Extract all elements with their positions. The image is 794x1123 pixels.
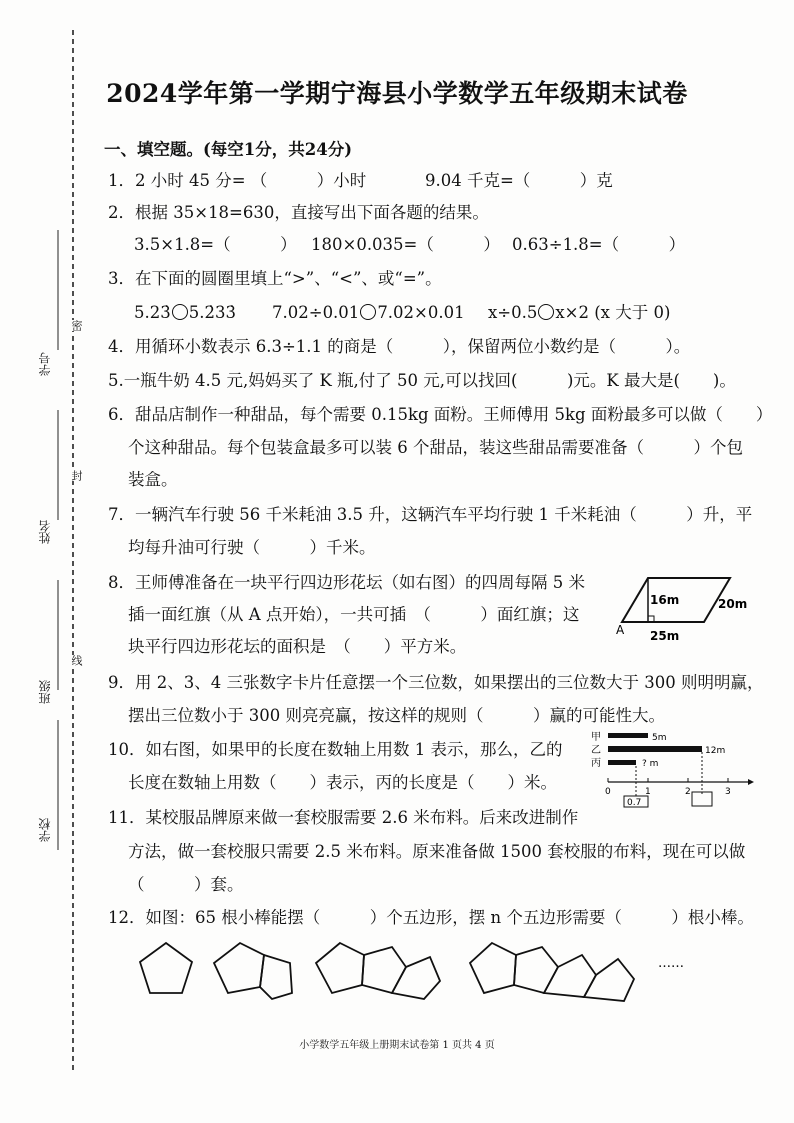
tick-label-2: 2 bbox=[685, 787, 691, 797]
q12: 12．如图：65 根小棒能摆（ ）个五边形，摆 n 个五边形需要（ ）根小棒。 bbox=[108, 908, 754, 927]
compare-circle-icon bbox=[538, 304, 554, 320]
q3-a-left: 5.23̇ bbox=[134, 303, 171, 322]
binding-line bbox=[66, 30, 80, 1070]
q12-pentagon-figures bbox=[130, 935, 700, 1010]
bar-jia bbox=[608, 733, 648, 738]
pentagon-group-3a bbox=[316, 943, 364, 993]
seal-char-feng: 封 bbox=[70, 470, 83, 481]
compare-circle-icon bbox=[172, 304, 188, 320]
q10-line-1: 10．如右图，如果甲的长度在数轴上用数 1 表示，那么，乙的 bbox=[108, 740, 563, 759]
q2-part-c: 0.63÷1.8=（ ） bbox=[512, 235, 686, 254]
q3-b-left: 7.02÷0.01 bbox=[272, 303, 360, 322]
margin-label-student-id: 学号 bbox=[38, 352, 52, 376]
q2-stem: 2．根据 35×18=630，直接写出下面各题的结果。 bbox=[108, 203, 489, 222]
q10-number-line-figure bbox=[588, 726, 758, 810]
answer-box-value: 0.7 bbox=[627, 798, 642, 808]
q3-b-right: 7.02×0.01 bbox=[377, 303, 465, 322]
q6-line-1: 6．甜品店制作一种甜品，每个需要 0.15kg 面粉。王师傅用 5kg 面粉最多可以做（ ） bbox=[108, 405, 773, 424]
pentagon-ellipsis: …… bbox=[658, 956, 684, 971]
bar-bing bbox=[608, 760, 636, 765]
label-jia: 甲 bbox=[591, 732, 601, 743]
pentagon-group-4d bbox=[584, 959, 634, 1001]
q1-part-b: 9.04 千克=（ ）克 bbox=[425, 171, 613, 190]
side-label: 20m bbox=[718, 597, 748, 611]
margin-label-school: 学校 bbox=[38, 818, 52, 842]
q11-line-2: 方法，做一套校服只需要 2.5 米布料。原来准备做 1500 套校服的布料，现在可以做 bbox=[128, 842, 746, 861]
seal-char-xian: 线 bbox=[70, 655, 83, 666]
height-label: 16m bbox=[650, 593, 680, 607]
q11-line-1: 11．某校服品牌原来做一套校服需要 2.6 米布料。后来改进制作 bbox=[108, 808, 579, 827]
answer-box-yi bbox=[692, 792, 712, 806]
q10-line-2: 长度在数轴上用数（ ）表示，丙的长度是（ ）米。 bbox=[128, 773, 557, 792]
pentagon-group-3c bbox=[392, 957, 440, 999]
pentagon-group-4a bbox=[470, 943, 516, 993]
q3-compare-c bbox=[488, 303, 670, 323]
margin-label-class: 班级 bbox=[38, 680, 52, 704]
seal-char-mi: 密 bbox=[70, 320, 83, 331]
base-label: 25m bbox=[650, 629, 680, 643]
q3-compare-a bbox=[134, 303, 236, 323]
q8-line-3: 块平行四边形花坛的面积是 （ ）平方米。 bbox=[128, 637, 467, 656]
pentagon-group-4b bbox=[514, 947, 558, 993]
tick-label-0: 0 bbox=[605, 787, 611, 797]
pentagon-group-2b bbox=[260, 955, 292, 999]
q7-line-1: 7．一辆汽车行驶 56 千米耗油 3.5 升，这辆汽车平均行驶 1 千米耗油（ ）升，平 bbox=[108, 505, 753, 524]
q3-c-right: x×2 (x 大于 0) bbox=[555, 303, 671, 322]
pentagon-group-2a bbox=[214, 943, 264, 993]
q6-line-3: 装盒。 bbox=[128, 470, 178, 489]
label-bing: 丙 bbox=[591, 758, 601, 769]
q3-a-right: 5.2̇33̇ bbox=[188, 303, 236, 322]
section-heading: 一、填空题。(每空1分，共24分) bbox=[104, 140, 353, 159]
margin-label-name: 姓名 bbox=[38, 520, 52, 544]
compare-circle-icon bbox=[360, 304, 376, 320]
label-bing-length: ? m bbox=[642, 759, 659, 769]
page-title: 2024学年第一学期宁海县小学数学五年级期末试卷 bbox=[106, 79, 688, 108]
q5: 5.一瓶牛奶 4.5 元,妈妈买了 K 瓶,付了 50 元,可以找回( )元。K 最大是( )。 bbox=[108, 371, 736, 390]
q2-part-b: 180×0.035=（ ） bbox=[311, 235, 500, 254]
q3-c-left: x÷0.5 bbox=[488, 303, 538, 322]
axis-arrow-icon bbox=[748, 779, 754, 785]
tick-label-3: 3 bbox=[725, 787, 731, 797]
tick-label-1: 1 bbox=[645, 787, 651, 797]
page-footer: 小学数学五年级上册期末试卷第 1 页共 4 页 bbox=[299, 1040, 495, 1051]
q9-line-1: 9．用 2、3、4 三张数字卡片任意摆一个三位数，如果摆出的三位数大于 300 则明明赢， bbox=[108, 673, 764, 692]
q6-line-2: 个这种甜品。每个包装盒最多可以装 6 个甜品，装这些甜品需要准备（ ）个包 bbox=[128, 438, 743, 457]
label-yi: 乙 bbox=[591, 745, 601, 756]
q1-part-a: 1．2 小时 45 分= （ ）小时 bbox=[108, 171, 367, 190]
pentagon-group-3b bbox=[362, 947, 406, 993]
point-a-label: A bbox=[616, 623, 625, 637]
q8-parallelogram-figure bbox=[610, 568, 760, 648]
q7-line-2: 均每升油可行驶（ ）千米。 bbox=[128, 538, 376, 557]
q3-stem: 3．在下面的圆圈里填上“>”、“<”、或“=”。 bbox=[108, 269, 442, 288]
q8-line-1: 8．王师傅准备在一块平行四边形花坛（如右图）的四周每隔 5 米 bbox=[108, 573, 585, 592]
q3-compare-b bbox=[272, 303, 465, 323]
q11-line-3: （ ）套。 bbox=[128, 875, 244, 894]
bar-yi bbox=[608, 746, 702, 752]
q8-line-2: 插一面红旗（从 A 点开始），一共可插 （ ）面红旗；这 bbox=[128, 605, 580, 624]
q4: 4．用循环小数表示 6.3÷1.1 的商是（ ），保留两位小数约是（ ）。 bbox=[108, 337, 691, 356]
q2-part-a: 3.5×1.8=（ ） bbox=[134, 235, 297, 254]
label-yi-length: 12m bbox=[705, 746, 726, 756]
q9-line-2: 摆出三位数小于 300 则亮亮赢，按这样的规则（ ）赢的可能性大。 bbox=[128, 706, 665, 725]
margin-blank-lines bbox=[52, 220, 62, 860]
label-jia-length: 5m bbox=[652, 733, 667, 743]
pentagon-group-1 bbox=[140, 943, 192, 993]
